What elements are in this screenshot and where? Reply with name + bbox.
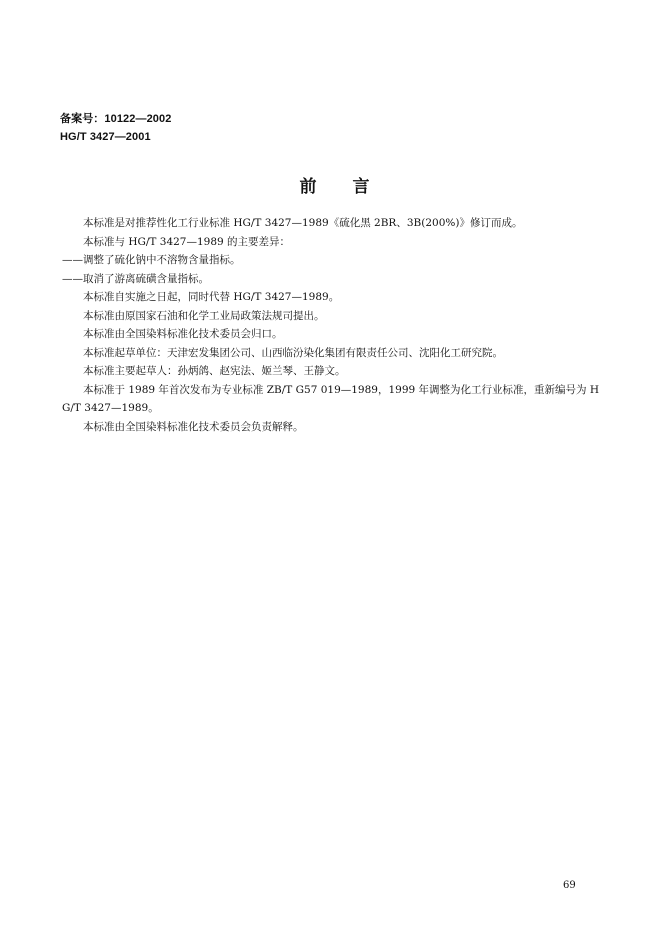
document-header xyxy=(60,110,171,146)
paragraph-interpretation: 本标准由全国染料标准化技术委员会负责解释。 xyxy=(83,420,304,433)
standard-code: HG/T 3427—2001 xyxy=(60,131,151,143)
paragraph-difference-1: ——调整了硫化钠中不溶物含量指标。 xyxy=(62,254,241,266)
foreword-body xyxy=(62,214,607,436)
paragraph-centralized-by: 本标准由全国染料标准化技术委员会归口。 xyxy=(83,328,283,340)
paragraph-main-differences: 本标准与 HG/T 3427—1989 的主要差异： xyxy=(83,235,291,248)
paragraph-history: 本标准于 1989 年首次发布为专业标准 ZB/T G57 019—1989，1999 年调整为化工行业标准，重新编号为 HG/T 3427—1989。 xyxy=(62,383,600,414)
page-title: 前言 xyxy=(299,177,406,197)
filing-number: 备案号：10122—2002 xyxy=(60,113,172,125)
paragraph-drafters: 本标准主要起草人：孙炳鸽、赵宪法、姬兰琴、王静文。 xyxy=(83,365,346,377)
paragraph-effective: 本标准自实施之日起，同时代替 HG/T 3427—1989。 xyxy=(83,291,340,303)
paragraph-drafting-units: 本标准起草单位：天津宏发集团公司、山西临汾染化集团有限责任公司、沈阳化工研究院。 xyxy=(83,346,503,359)
paragraph-revision-basis: 本标准是对推荐性化工行业标准 HG/T 3427—1989《硫化黑 2BR、3B(200%)》修订而成。 xyxy=(83,217,523,229)
paragraph-difference-2: ——取消了游离硫磺含量指标。 xyxy=(62,272,209,285)
page-number: 69 xyxy=(563,880,576,891)
paragraph-proposed-by: 本标准由原国家石油和化学工业局政策法规司提出。 xyxy=(83,309,325,322)
